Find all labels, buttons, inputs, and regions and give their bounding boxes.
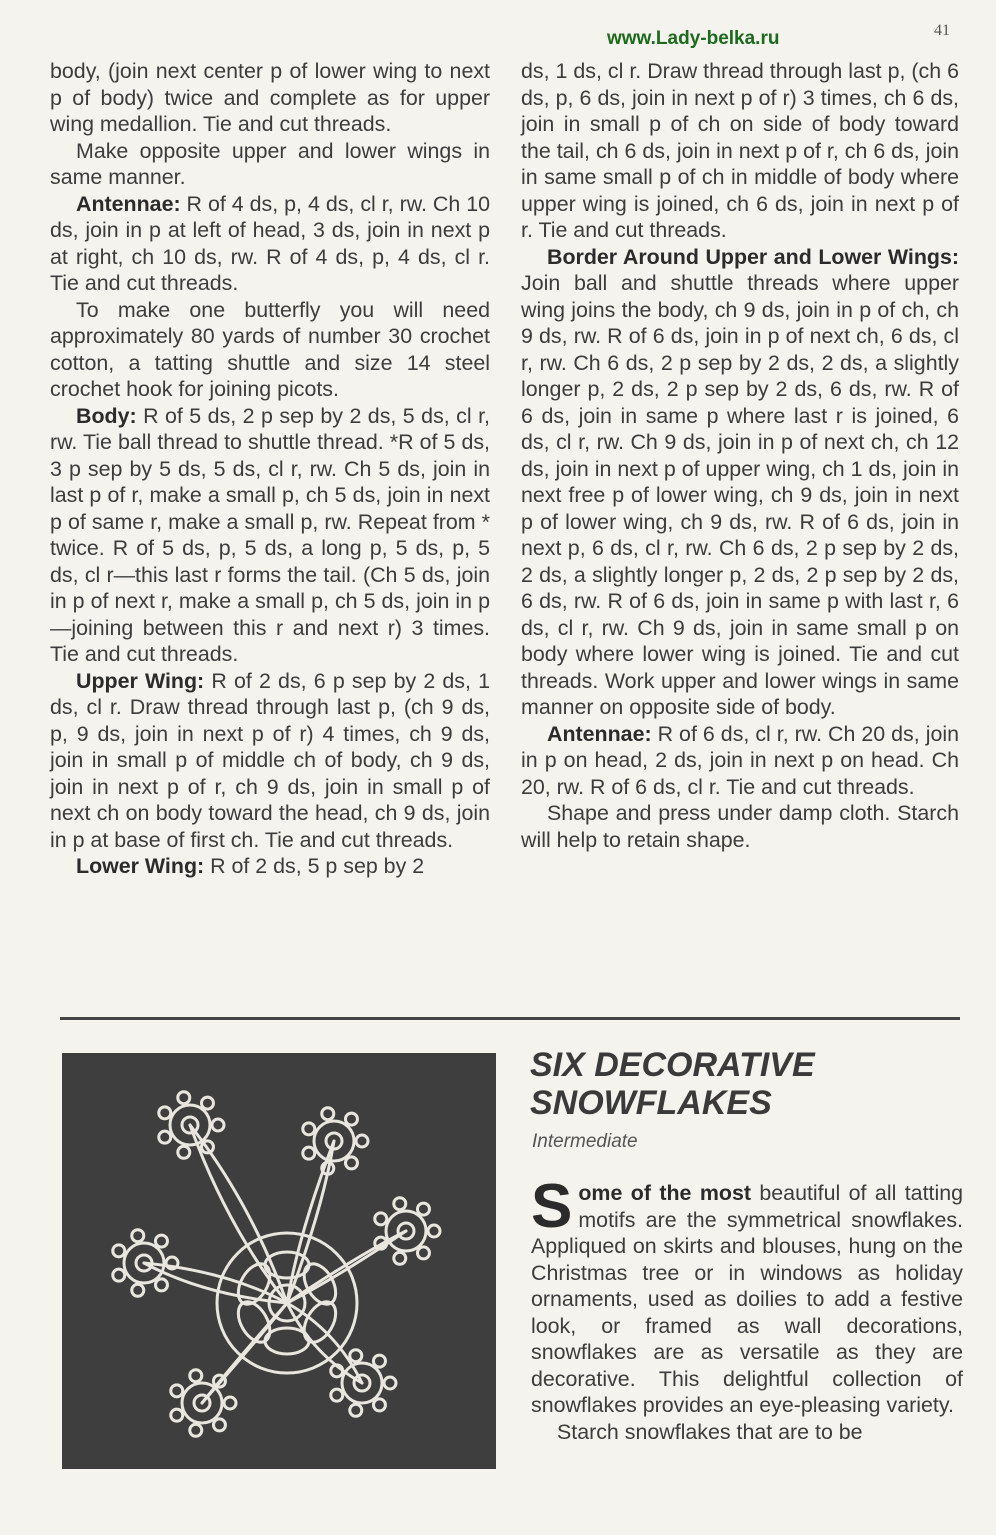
paragraph-text: R of 4 ds, p, 4 ds, cl r, rw. Ch 10 ds, join in p at left of head, 3 ds, join in next p at right, ch 10 ds, rw. R of 4 ds, p, 4 ds, cl r. Tie and cut threads. (50, 191, 490, 295)
picot (178, 1092, 190, 1104)
paragraph-text: R of 2 ds, 6 p sep by 2 ds, 1 ds, cl r. Draw thread through last p, (ch 9 ds, p, 9 ds, join in next p of r) 4 times, ch 9 ds, join in small p of middle ch of body, ch 9 ds, join in next p of r, ch 9 ds, join in small p of next ch on body toward the head, ch 9 ds, join in p at base of first ch. Tie and cut threads. (50, 668, 491, 852)
picot (132, 1284, 144, 1296)
intro-paragraph (531, 1172, 963, 1419)
center-petal (265, 1328, 309, 1354)
run-in-heading: Upper Wing: (76, 668, 205, 693)
intro-text (531, 1172, 963, 1445)
run-in-heading: Lower Wing: (76, 854, 205, 878)
paragraph-text: Join ball and shuttle threads where upper wing joins the body, ch 9 ds, join in p of ch, ch 9 ds, rw. R of 6 ds, join in p of next ch, 6 ds, cl r, rw. Ch 6 ds, 2 p sep by 2 ds, 2 ds, a slightly longer p, 2 ds, 2 p sep by 2 ds, 6 ds, rw. R of 6 ds, join in same p where last r is joined, 6 ds, cl r, rw. Ch 9 ds, join in p of next ch, ch 12 ds, join in next p of upper wing, ch 1 ds, join in next free p of lower wing, ch 9 ds, join in next p of lower wing, ch 9 ds, rw. R of 6 ds, join in next p, 6 ds, cl r, rw. Ch 6 ds, 2 p sep by 2 ds, 2 ds, a slightly longer p, 2 ds, 2 p sep by 2 ds, 6 ds, rw. R of 6 ds, join in same p with last r, 6 ds, cl r, rw. Ch 9 ds, join in same small p on body where lower wing is joined. Tie and cut threads. Work upper and lower wings in same manner on opposite side of body. (521, 271, 959, 719)
lead-in: ome of the most (578, 1181, 751, 1205)
picot (384, 1377, 396, 1389)
upper-wing-paragraph (50, 668, 490, 854)
run-in-heading: Antennae: (76, 191, 181, 216)
picot (394, 1252, 406, 1264)
paragraph: Make opposite upper and lower wings in same manner. (50, 138, 490, 189)
paragraph: To make one butterfly you will need approximately 80 yards of number 30 crochet cotton, a tatting shuttle and size 14 steel crochet hook for joining picots. (50, 297, 490, 401)
run-in-heading: Antennae: (547, 721, 652, 746)
picot (159, 1131, 171, 1143)
picot (155, 1235, 167, 1247)
picot (132, 1230, 144, 1242)
title-line-2: SNOWFLAKES (530, 1084, 772, 1122)
picot (417, 1247, 429, 1259)
picot (113, 1269, 125, 1281)
drop-cap: S (531, 1172, 573, 1241)
picot (212, 1119, 224, 1131)
page-number: 41 (934, 22, 950, 39)
picot (190, 1370, 202, 1382)
run-in-heading: Body: (76, 403, 137, 428)
picot (350, 1350, 362, 1362)
picot (224, 1397, 236, 1409)
picot (303, 1147, 315, 1159)
picot (113, 1245, 125, 1257)
picot (350, 1404, 362, 1416)
site-watermark: www.Lady-belka.ru (607, 28, 780, 49)
paragraph-text: beautiful of all tatting motifs are the symmetrical snowflakes. Appliqued on skirts and blouses, hung on the Christmas tree or in windows as holiday ornaments, used as doilies to add a festive look, or framed as wall decorations, snowflakes are as versatile as they are decorative. This delightful collection of snowflakes provides an eye-pleasing variety. (531, 1181, 963, 1417)
picot (356, 1135, 368, 1147)
picot (373, 1355, 385, 1367)
picot (417, 1203, 429, 1215)
paragraph-text: R of 2 ds, 5 p sep by 2 (204, 854, 425, 878)
body-paragraph (50, 403, 490, 668)
picot (213, 1419, 225, 1431)
picot (375, 1213, 387, 1225)
paragraph: Shape and press under damp cloth. Starch will help to retain shape. (521, 801, 959, 852)
picot (322, 1108, 334, 1120)
paragraph-text: R of 6 ds, cl r, rw. Ch 20 ds, join in p on head, 2 ds, join in next p on head. Ch 20, rw. R of 6 ds, cl r. Tie and cut threads. (521, 721, 959, 799)
picot (201, 1097, 213, 1109)
left-text-column (50, 58, 490, 880)
title-line-1: SIX DECORATIVE (530, 1046, 815, 1084)
antennae-paragraph (521, 721, 959, 801)
picot (428, 1225, 440, 1237)
picot (171, 1409, 183, 1421)
paragraph: ds, 1 ds, cl r. Draw thread through last p, (ch 6 ds, p, 6 ds, join in next p of r) 3 times, ch 6 ds, join in small p of ch on side of body toward the tail, ch 6 ds, join in next p of r, ch 6 ds, join in same small p of ch in middle of body where upper wing is joined, ch 6 ds, join in next p of r. Tie and cut threads. (521, 59, 959, 242)
border-paragraph (521, 244, 959, 721)
picot (303, 1123, 315, 1135)
snowflake-photo (62, 1053, 496, 1469)
picot (155, 1279, 167, 1291)
antennae-paragraph (50, 191, 490, 297)
paragraph: body, (join next center p of lower wing to next p of body) twice and complete as for upper wing medallion. Tie and cut threads. (50, 59, 490, 136)
difficulty-label: Intermediate (532, 1131, 638, 1152)
section-divider (60, 1017, 960, 1020)
picot (345, 1113, 357, 1125)
right-text-column (521, 58, 959, 853)
lower-wing-paragraph (50, 853, 490, 880)
tatted-snowflake-illustration (62, 1053, 496, 1469)
picot (178, 1146, 190, 1158)
section-title (530, 1046, 960, 1122)
picot (171, 1385, 183, 1397)
picot (394, 1198, 406, 1210)
picot (331, 1389, 343, 1401)
picot (345, 1157, 357, 1169)
picot (190, 1424, 202, 1436)
picot (373, 1399, 385, 1411)
picot (159, 1107, 171, 1119)
run-in-heading: Border Around Upper and Lower Wings: (547, 244, 959, 269)
paragraph: Starch snowflakes that are to be (557, 1419, 863, 1444)
paragraph-text: R of 5 ds, 2 p sep by 2 ds, 5 ds, cl r, rw. Tie ball thread to shuttle thread. *R of 5 ds, 3 p sep by 5 ds, 5 ds, cl r, rw. Ch 5 ds, join in last p of r, make a small p, ch 5 ds, join in next p of same r, make a small p, rw. Repeat from * twice. R of 5 ds, p, 5 ds, a long p, 5 ds, p, 5 ds, cl r—this last r forms the tail. (Ch 5 ds, join in p of next r, make a small p, ch 5 ds, join in p—joining between this r and next r) 3 times. Tie and cut threads. (50, 403, 490, 666)
